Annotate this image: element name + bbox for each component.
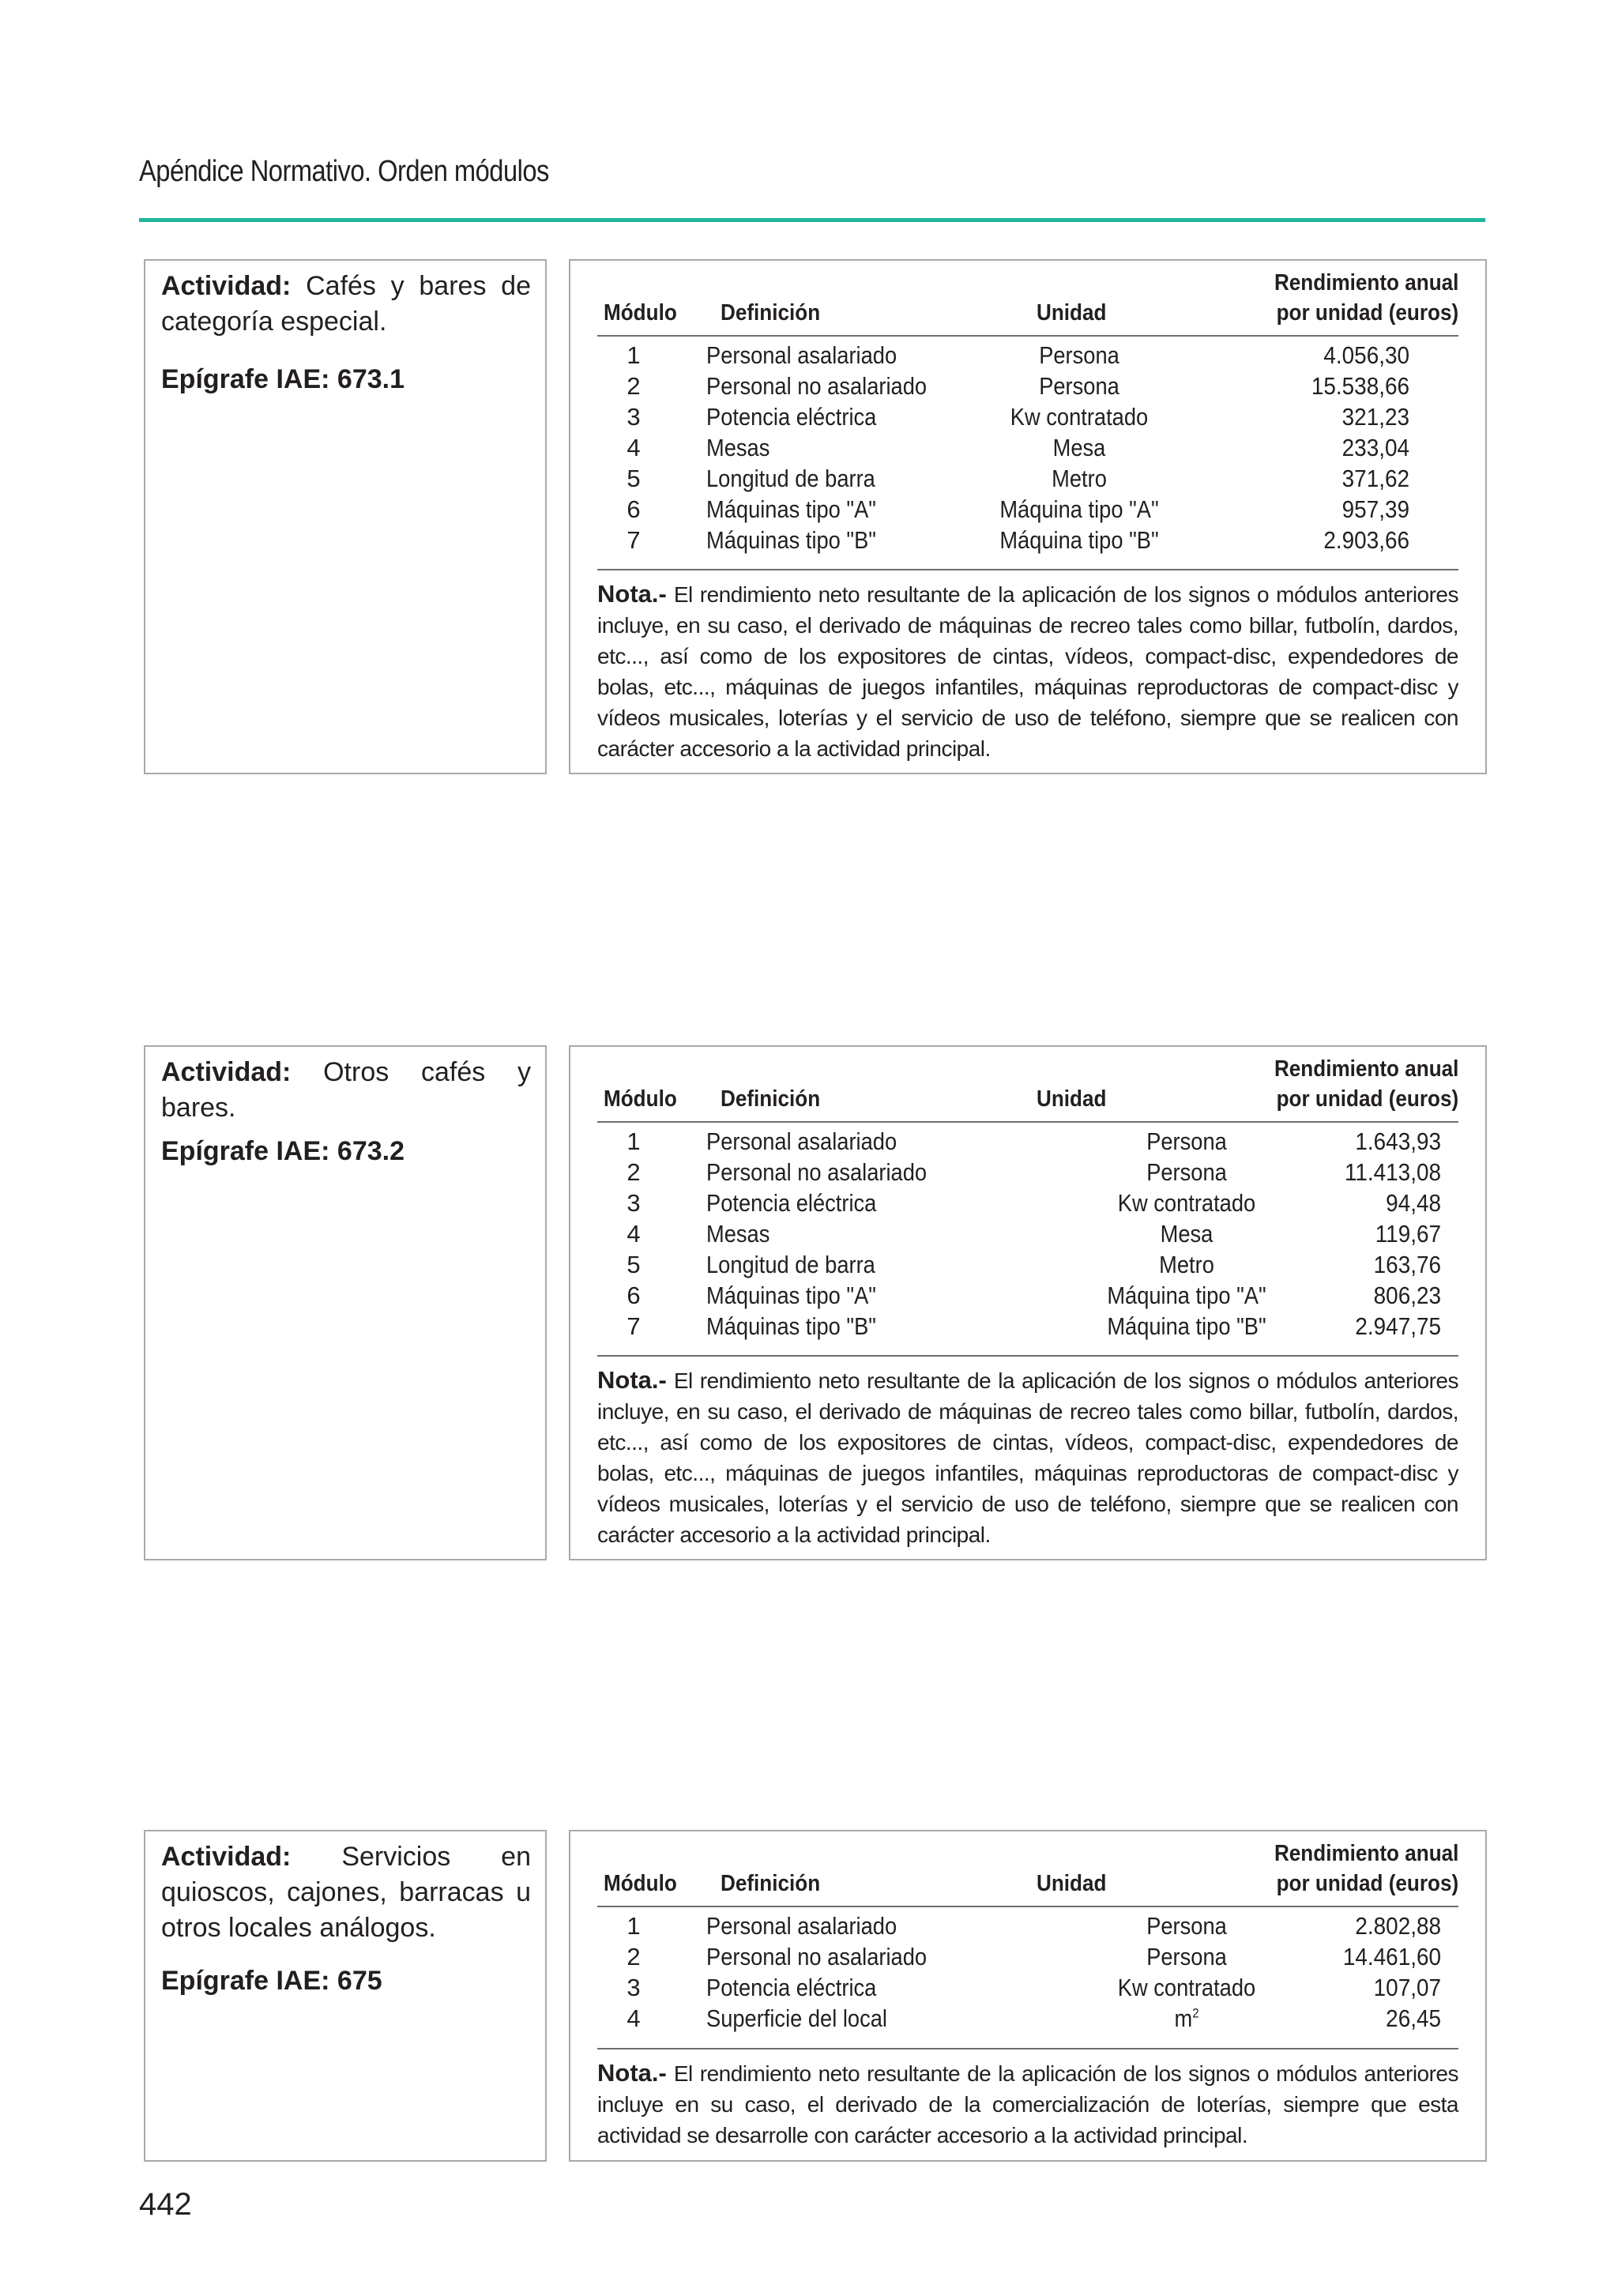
header-definicion: Definición (721, 300, 821, 326)
table-row (570, 1311, 1485, 1342)
cell-modulo: 7 (627, 526, 641, 554)
cell-modulo: 3 (627, 403, 641, 431)
cell-modulo: 1 (627, 341, 641, 369)
cell-modulo: 5 (627, 465, 641, 492)
header-unidad: Unidad (1037, 1871, 1107, 1896)
cell-definicion: Personal no asalariado (706, 372, 928, 400)
header-rule (597, 335, 1458, 337)
header-rendimiento-line1: Rendimiento anual (1274, 1841, 1458, 1866)
modules-table (569, 259, 1487, 774)
cell-valor: 119,67 (1375, 1220, 1441, 1248)
header-unidad: Unidad (1037, 1086, 1107, 1112)
header-rendimiento-line2: por unidad (euros) (1276, 1871, 1458, 1896)
header-rendimiento-line1: Rendimiento anual (1274, 1056, 1458, 1082)
cell-unidad: Persona (1039, 372, 1119, 400)
header-rendimiento-line2: por unidad (euros) (1276, 300, 1458, 326)
activity-text: Otros cafés y bares. (161, 1057, 531, 1123)
table-row (570, 1157, 1485, 1188)
cell-valor: 321,23 (1341, 403, 1409, 431)
cell-unidad: Persona (1146, 1912, 1227, 1940)
header-definicion: Definición (721, 1871, 821, 1896)
header-modulo: Módulo (604, 1871, 677, 1896)
cell-unidad: Persona (1039, 341, 1119, 369)
cell-definicion: Mesas (706, 1220, 770, 1248)
header-modulo: Módulo (604, 300, 677, 326)
table-row (570, 432, 1485, 463)
activity-box (144, 259, 547, 774)
table-row (570, 1910, 1485, 1941)
activity-label: Actividad: (161, 1057, 292, 1087)
modules-table (569, 1045, 1487, 1560)
cell-modulo: 3 (627, 1974, 641, 2001)
note-label: Nota.- (597, 2059, 667, 2087)
cell-valor: 15.538,66 (1311, 372, 1409, 400)
cell-modulo: 4 (627, 2004, 641, 2032)
table-row (570, 1188, 1485, 1218)
cell-unidad: Persona (1146, 1158, 1227, 1186)
cell-definicion: Longitud de barra (706, 1251, 875, 1278)
note-label: Nota.- (597, 580, 667, 608)
activity-label: Actividad: (161, 1842, 292, 1872)
header-rule (597, 1121, 1458, 1123)
table-row (570, 1972, 1485, 2003)
page-header: Apéndice Normativo. Orden módulos (139, 155, 549, 188)
cell-valor: 1.643,93 (1355, 1127, 1441, 1155)
cell-unidad: Persona (1146, 1943, 1227, 1970)
cell-modulo: 4 (627, 1220, 641, 1248)
activity-description (161, 269, 531, 340)
cell-definicion: Personal no asalariado (706, 1943, 928, 1970)
cell-modulo: 5 (627, 1251, 641, 1278)
cell-definicion: Superficie del local (706, 2004, 887, 2032)
header-definicion: Definición (721, 1086, 821, 1112)
header-unidad: Unidad (1037, 300, 1107, 326)
page-number: 442 (139, 2187, 192, 2222)
cell-valor: 107,07 (1373, 1974, 1441, 2001)
cell-unidad: Máquina tipo "A" (999, 495, 1159, 523)
activity-text: Servicios en quioscos, cajones, barracas u otros locales análogos. (161, 1842, 531, 1943)
cell-valor: 26,45 (1386, 2004, 1441, 2032)
cell-definicion: Potencia eléctrica (706, 403, 877, 431)
cell-definicion: Potencia eléctrica (706, 1189, 877, 1217)
header-rule (597, 1906, 1458, 1907)
cell-unidad: Mesa (1160, 1220, 1214, 1248)
cell-valor: 2.947,75 (1355, 1312, 1441, 1340)
cell-unidad: Mesa (1052, 434, 1106, 461)
table-bottom-rule (597, 569, 1458, 570)
cell-unidad: Máquina tipo "B" (999, 526, 1159, 554)
cell-valor: 957,39 (1341, 495, 1409, 523)
cell-unidad: Máquina tipo "A" (1107, 1282, 1266, 1309)
table-row (570, 1941, 1485, 1972)
epigrafe-iae: Epígrafe IAE: 673.2 (161, 1136, 405, 1166)
cell-definicion: Máquinas tipo "A" (706, 1282, 876, 1309)
cell-unidad: Persona (1146, 1127, 1227, 1155)
cell-valor: 163,76 (1373, 1251, 1441, 1278)
header-rendimiento-line2: por unidad (euros) (1276, 1086, 1458, 1112)
cell-modulo: 6 (627, 495, 641, 523)
header-rule (139, 218, 1485, 222)
note-label: Nota.- (597, 1366, 667, 1394)
header-modulo: Módulo (604, 1086, 677, 1112)
note (597, 2057, 1458, 2151)
table-row (570, 2003, 1485, 2034)
unit-text: m (1174, 2004, 1193, 2032)
table-row (570, 463, 1485, 494)
activity-text: Cafés y bares de categoría especial. (161, 271, 532, 337)
cell-definicion: Personal asalariado (706, 1127, 897, 1155)
cell-modulo: 7 (627, 1312, 641, 1340)
note (597, 578, 1458, 764)
cell-modulo: 6 (627, 1282, 641, 1309)
cell-definicion: Potencia eléctrica (706, 1974, 877, 2001)
cell-modulo: 2 (627, 1158, 641, 1186)
cell-definicion: Personal asalariado (706, 341, 897, 369)
table-bottom-rule (597, 2048, 1458, 2049)
table-row (570, 340, 1485, 371)
activity-description (161, 1055, 531, 1126)
cell-valor: 806,23 (1373, 1282, 1441, 1309)
cell-modulo: 4 (627, 434, 641, 461)
note-text: El rendimiento neto resultante de la aplicación de los signos o módulos anteriores incluye en su caso, el derivado de la comercialización de loterías, siempre que esta actividad se desarrolle con carácter accesorio a la actividad principal. (597, 2061, 1459, 2147)
cell-definicion: Máquinas tipo "B" (706, 526, 876, 554)
cell-unidad: Kw contratado (1117, 1974, 1256, 2001)
cell-modulo: 3 (627, 1189, 641, 1217)
cell-valor: 2.903,66 (1323, 526, 1409, 554)
header-rendimiento-line1: Rendimiento anual (1274, 270, 1458, 295)
cell-valor: 11.413,08 (1344, 1158, 1441, 1186)
cell-unidad: Kw contratado (1010, 403, 1149, 431)
activity-box (144, 1830, 547, 2162)
note-text: El rendimiento neto resultante de la aplicación de los signos o módulos anteriores incluye, en su caso, el derivado de máquinas de recreo tales como billar, futbolín, dardos, etc..., así como de los expositores de cintas, vídeos, compact-disc, expendedores de bolas, etc..., máquinas de juegos infantiles, máquinas reproductoras de compact-disc y vídeos musicales, loterías y el servicio de uso de teléfono, siempre que se realicen con carácter accesorio a la actividad principal. (597, 582, 1459, 761)
unit-superscript: 2 (1192, 2005, 1199, 2021)
cell-definicion: Personal no asalariado (706, 1158, 928, 1186)
cell-definicion: Máquinas tipo "B" (706, 1312, 876, 1340)
table-row (570, 401, 1485, 432)
cell-valor: 371,62 (1341, 465, 1409, 492)
cell-modulo: 2 (627, 1943, 641, 1970)
cell-modulo: 1 (627, 1912, 641, 1940)
cell-valor: 4.056,30 (1323, 341, 1409, 369)
cell-valor: 2.802,88 (1355, 1912, 1441, 1940)
activity-box (144, 1045, 547, 1560)
cell-definicion: Personal asalariado (706, 1912, 897, 1940)
cell-definicion: Máquinas tipo "A" (706, 495, 876, 523)
cell-modulo: 2 (627, 372, 641, 400)
cell-unidad: Metro (1159, 1251, 1214, 1278)
table-row (570, 1280, 1485, 1311)
cell-definicion: Longitud de barra (706, 465, 875, 492)
activity-description (161, 1839, 531, 1946)
table-row (570, 1218, 1485, 1249)
cell-valor: 14.461,60 (1342, 1943, 1441, 1970)
cell-definicion: Mesas (706, 434, 770, 461)
cell-valor: 94,48 (1386, 1189, 1441, 1217)
table-row (570, 1126, 1485, 1157)
cell-valor: 233,04 (1341, 434, 1409, 461)
cell-modulo: 1 (627, 1127, 641, 1155)
table-bottom-rule (597, 1355, 1458, 1357)
modules-table (569, 1830, 1487, 2162)
cell-unidad: Metro (1052, 465, 1107, 492)
activity-label: Actividad: (161, 271, 292, 301)
epigrafe-iae: Epígrafe IAE: 675 (161, 1966, 382, 1996)
cell-unidad: Kw contratado (1117, 1189, 1256, 1217)
note-text: El rendimiento neto resultante de la aplicación de los signos o módulos anteriores incluye, en su caso, el derivado de máquinas de recreo tales como billar, futbolín, dardos, etc..., así como de los expositores de cintas, vídeos, compact-disc, expendedores de bolas, etc..., máquinas de juegos infantiles, máquinas reproductoras de compact-disc y vídeos musicales, loterías y el servicio de uso de teléfono, siempre que se realicen con carácter accesorio a la actividad principal. (597, 1368, 1459, 1547)
epigrafe-iae: Epígrafe IAE: 673.1 (161, 364, 405, 394)
note (597, 1364, 1458, 1550)
table-row (570, 525, 1485, 555)
table-row (570, 371, 1485, 401)
table-row (570, 494, 1485, 525)
table-row (570, 1249, 1485, 1280)
cell-unidad: Máquina tipo "B" (1107, 1312, 1266, 1340)
